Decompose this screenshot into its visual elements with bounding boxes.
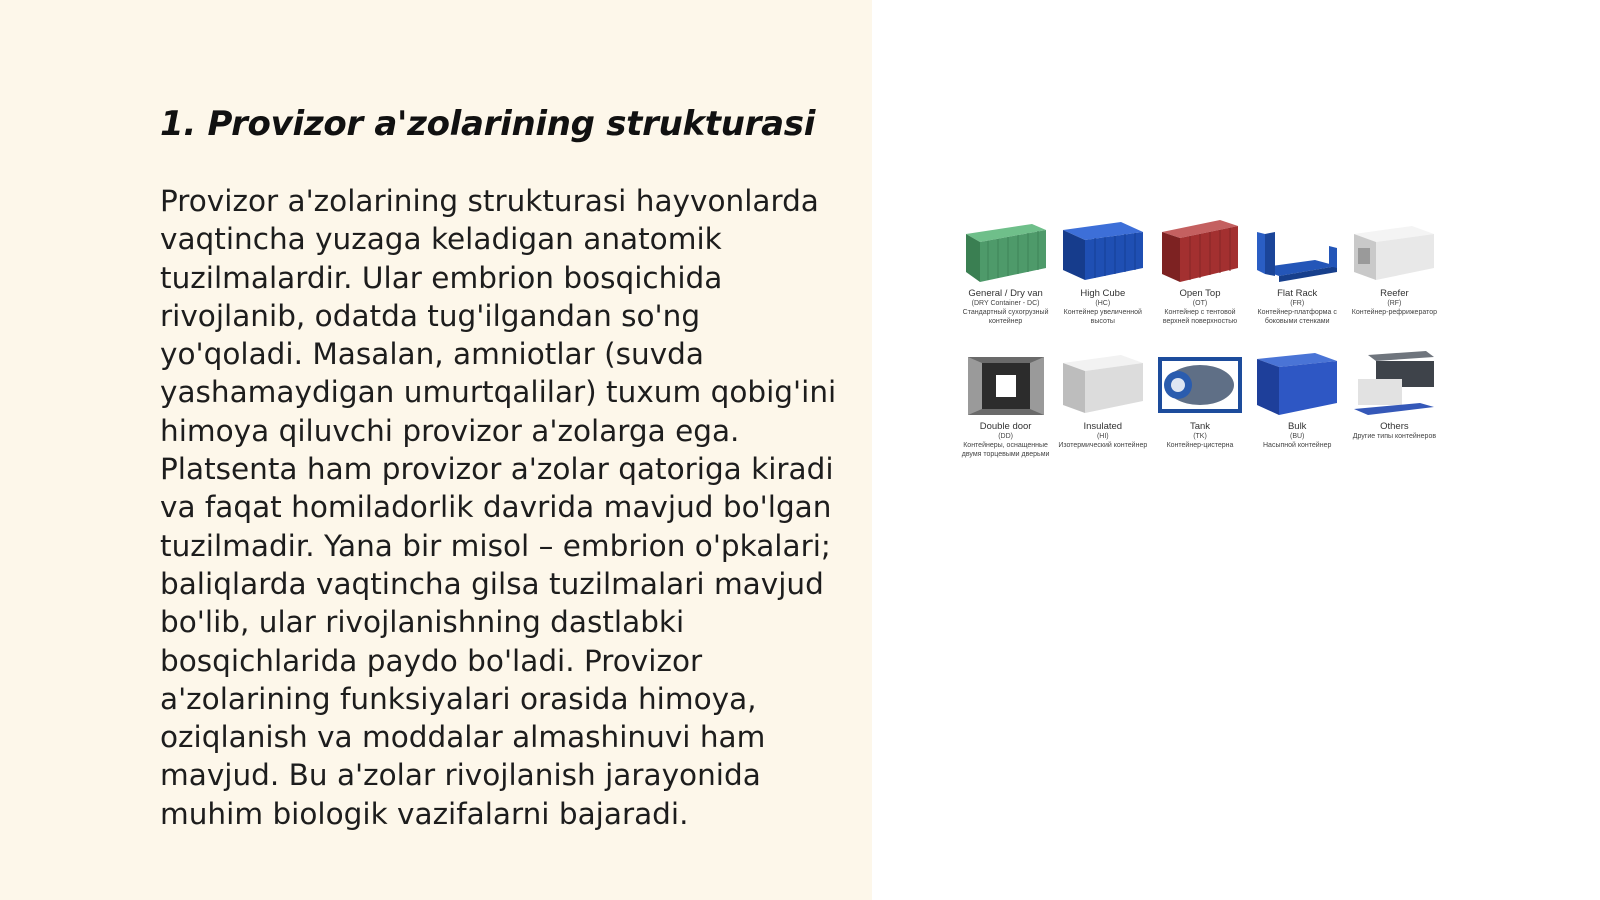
container-description: Контейнер-платформа с боковыми стенками — [1257, 309, 1337, 325]
container-description: Контейнер-цистерна — [1166, 442, 1234, 449]
container-description: Насыпной контейнер — [1263, 442, 1332, 449]
container-description: Изотермический контейнер — [1058, 442, 1148, 449]
container-description: Контейнер-рефрижератор — [1351, 309, 1437, 316]
container-name: Bulk — [1287, 421, 1307, 432]
container-code: (FR) — [1290, 300, 1305, 307]
container-code: (RF) — [1387, 300, 1402, 307]
container-tile — [1349, 349, 1440, 476]
container-name: Tank — [1189, 421, 1211, 432]
container-tile — [1252, 349, 1343, 476]
container-tile — [1154, 349, 1245, 476]
container-dry-van-icon — [962, 216, 1050, 286]
container-description: Контейнер увеличенной высоты — [1063, 309, 1142, 325]
container-insulated-icon — [1059, 349, 1147, 419]
container-code: (DD) — [998, 433, 1013, 440]
container-description: Контейнер с тентовой верхней поверхностью — [1162, 309, 1238, 325]
container-tile — [1349, 216, 1440, 343]
container-name: Insulated — [1083, 421, 1123, 432]
container-code: (BU) — [1290, 433, 1305, 440]
container-code: (HC) — [1095, 300, 1111, 307]
container-tile — [1252, 216, 1343, 343]
container-code: (OT) — [1192, 300, 1208, 307]
container-name: High Cube — [1080, 288, 1126, 299]
container-name: General / Dry van — [968, 288, 1043, 299]
container-high-cube-icon — [1059, 216, 1147, 286]
container-tile — [960, 349, 1051, 476]
container-reefer-icon — [1350, 216, 1438, 286]
container-description: Другие типы контейнеров — [1352, 433, 1437, 440]
container-name: Double door — [979, 421, 1032, 432]
container-name: Flat Rack — [1277, 288, 1318, 299]
container-code: (HI) — [1096, 433, 1109, 440]
container-flat-rack-icon — [1253, 216, 1341, 286]
container-bulk-icon — [1253, 349, 1341, 419]
container-tile — [1154, 216, 1245, 343]
container-name: Others — [1380, 421, 1409, 432]
container-code: (TK) — [1193, 433, 1207, 440]
container-code: (DRY Container - DC) — [971, 300, 1040, 307]
container-tile — [960, 216, 1051, 343]
slide-body-text: Provizor a'zolarining strukturasi hayvonlarda vaqtincha yuzaga keladigan anatomik tuzilmalardir. Ular embrion bosqichida rivojlanib, odatda tug'ilgandan so'ng yo'qoladi. Masalan, amniotlar (suvda yashamaydigan umurtqalilar) tuxum qobig'ini himoya qiluvchi provizor a'zolarga ega. Platsenta ham provizor a'zolar qatoriga kiradi va faqat homiladorlik davrida mavjud bo'lgan tuzilmadir. Yana bir misol – embrion o'pkalari; baliqlarda vaqtincha gilsa tuzilmalari mavjud bo'lib, ular rivojlanishning dastlabki bosqichlarida paydo bo'ladi. Provizor a'zolarining funksiyalari orasida himoya, oziqlanish va moddalar almashinuvi ham mavjud. Bu a'zolar rivojlanish jarayonida muhim biologik vazifalarni bajaradi. — [160, 184, 837, 831]
container-name: Open Top — [1179, 288, 1221, 299]
container-tank-icon — [1156, 349, 1244, 419]
container-open-top-icon — [1156, 216, 1244, 286]
container-description: Стандартный сухогрузный контейнер — [962, 309, 1049, 325]
container-description: Контейнеры, оснащенные двумя торцевыми дверьми — [961, 442, 1050, 458]
slide-title: 1. Provizor a'zolarining strukturasi — [160, 104, 816, 144]
container-tile — [1057, 349, 1148, 476]
container-others-icon — [1350, 349, 1438, 419]
container-double-door-icon — [962, 349, 1050, 419]
container-tile — [1057, 216, 1148, 343]
container-name: Reefer — [1380, 288, 1409, 299]
container-types-image — [960, 216, 1440, 476]
